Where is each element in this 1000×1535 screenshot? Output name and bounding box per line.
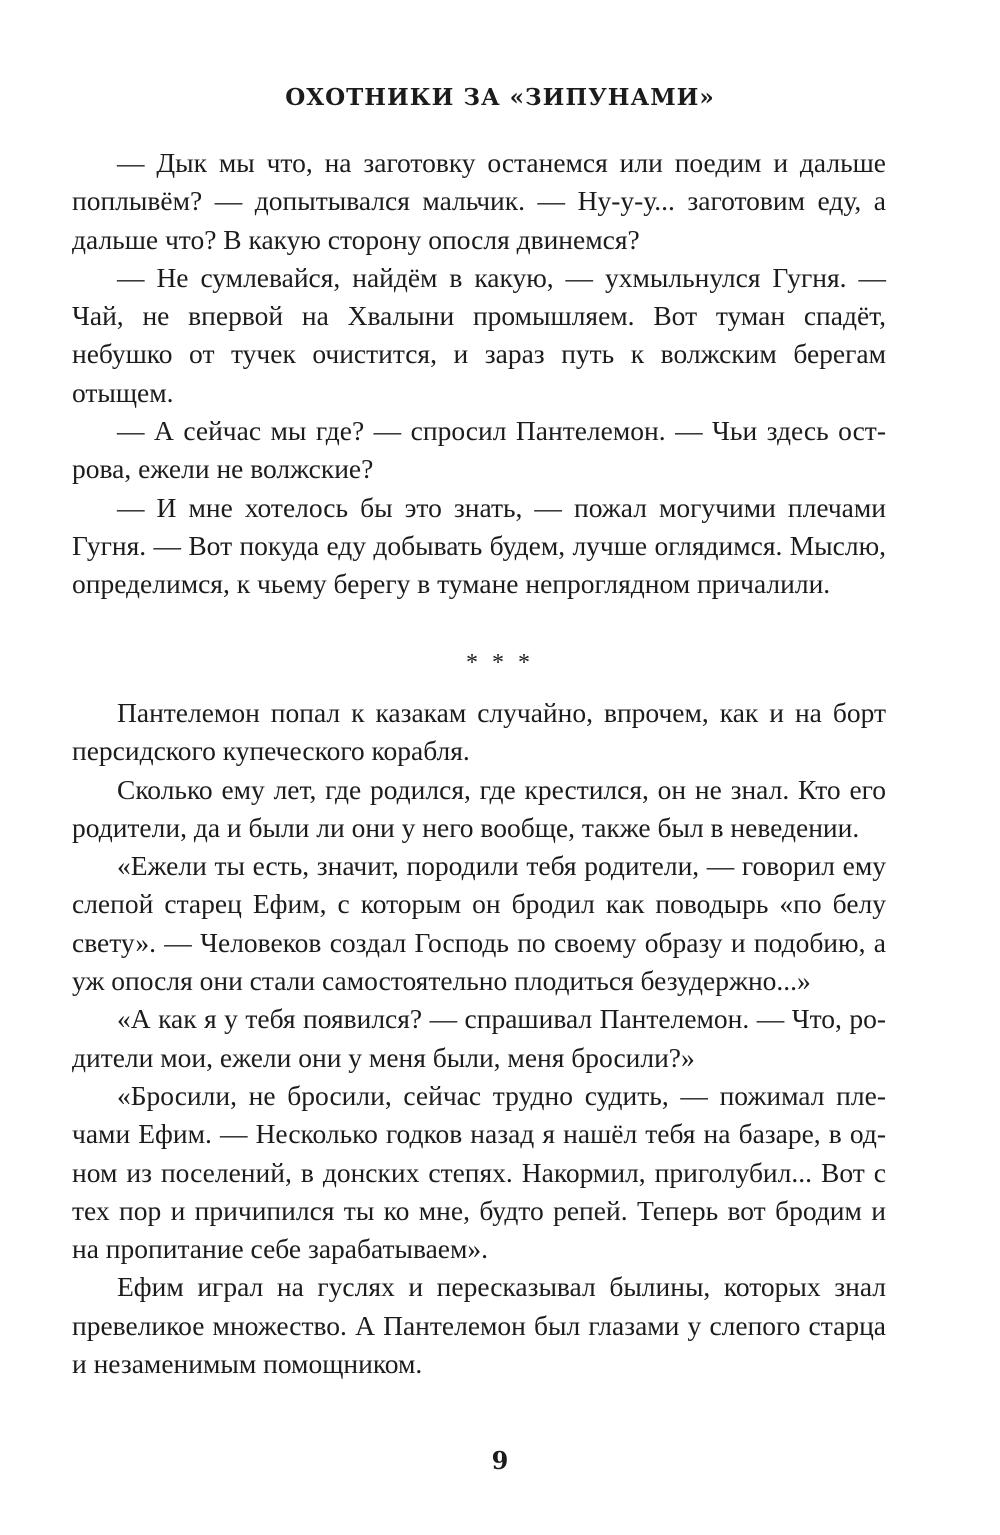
running-title: ОХОТНИКИ ЗА «ЗИПУНАМИ» (285, 84, 715, 111)
paragraph: Ефим играл на гуслях и пересказывал былины, которых знал превеликое множество. А Пантелемон был глазами у слепого старца и незаменимым помощником. (72, 1271, 886, 1380)
paragraph: «Бросили, не бросили, сейчас трудно судить, — пожимал плечами Ефим. — Несколько годков назад я нашёл тебя на базаре, в одном из поселений, в донских степях. Накормил, приголубил... Вот с тех пор и причипился ты ко мне, будто репей. Теперь вот бродим и на пропитание себе зарабатываем». (72, 1079, 886, 1265)
page-number: 9 (491, 1446, 509, 1475)
paragraph: «Ежели ты есть, значит, породили тебя родители, — говорил ему слепой старец Ефим, с которым он бродил как поводырь «по белу свету». — Человеков создал Господь по своему образу и подобию, а уж опосля они стали самостоятельно плодиться безудержно...» (72, 850, 886, 997)
text-block-1 (72, 144, 886, 604)
paragraph: — Не сумлевайся, найдём в какую, — ухмыльнулся Гугня. — Чай, не впервой на Хвалыни промышляем. Вот туман спадёт, небушко от тучек очистится, и зараз путь к волжским берегам отыщем. (72, 261, 886, 408)
paragraph: — А сейчас мы где? — спросил Пантелемон. — Чьи здесь острова, ежели не волжские? (72, 415, 886, 485)
paragraph: — Дык мы что, на заготовку останемся или поедим и дальше поплывём? — допытывался мальчик. — Ну-у-у... заготовим еду, а дальше что? В какую сторону опосля двинемся? (72, 147, 886, 255)
section-separator: * * * (466, 650, 534, 676)
text-block-2 (72, 694, 886, 1383)
paragraph: Пантелемон попал к казакам случайно, впрочем, как и на борт персидского купеческого корабля. (72, 697, 886, 767)
paragraph: — И мне хотелось бы это знать, — пожал могучими плечами Гугня. — Вот покуда еду добывать будем, лучше оглядимся. Мыслю, определимся, к чьему берегу в тумане непроглядном причалили. (72, 491, 886, 600)
paragraph: Сколько ему лет, где родился, где крестился, он не знал. Кто его родители, да и были ли они у него вообще, также был в неведении. (72, 773, 886, 843)
paragraph: «А как я у тебя появился? — спрашивал Пантелемон. — Что, родители мои, ежели они у меня были, меня бросили?» (72, 1003, 886, 1073)
